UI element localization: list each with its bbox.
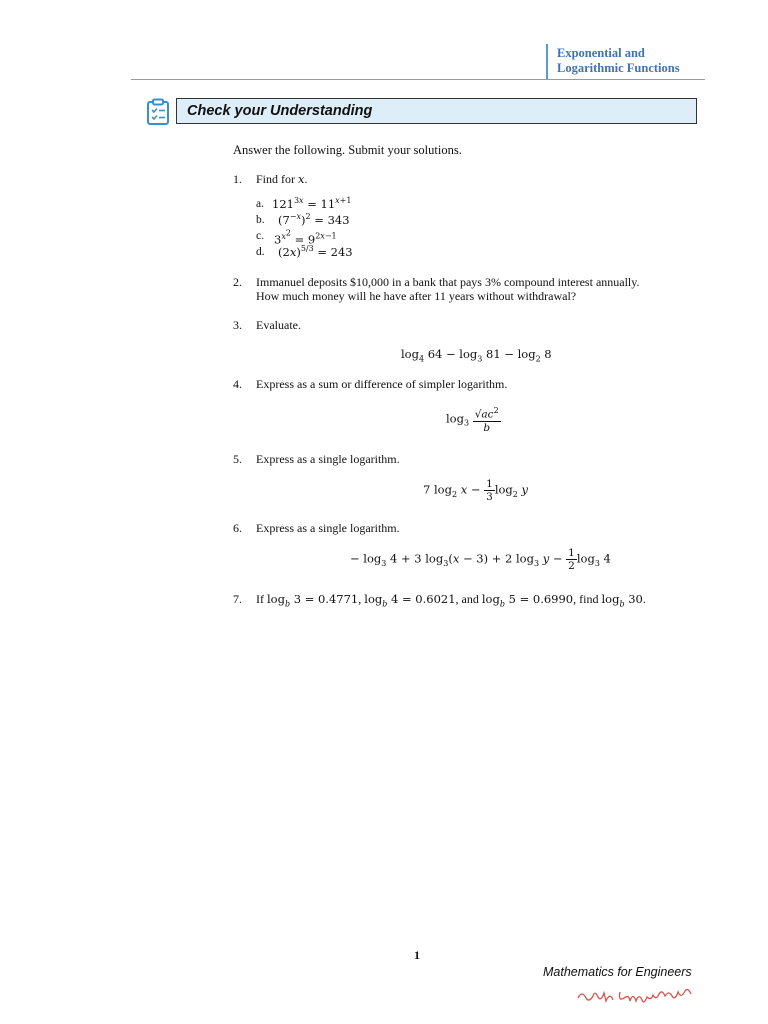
q1c-equation: $3^{x^2} = 9^{2x-1}$ bbox=[274, 228, 337, 247]
header-title bbox=[557, 46, 680, 76]
q5-text: Express as a single logarithm. bbox=[256, 452, 400, 466]
q4-text: Express as a sum or difference of simpler logarithm. bbox=[256, 377, 508, 391]
q1d-label: d. bbox=[256, 246, 265, 258]
footer-course-title: Mathematics for Engineers bbox=[543, 965, 692, 979]
section-title: Check your Understanding bbox=[187, 103, 373, 119]
q2-line2: How much money will he have after 11 years without withdrawal? bbox=[256, 289, 577, 303]
q1a-equation: $121^{3x} = 11^{x+1}$ bbox=[272, 196, 352, 211]
q6-expression: − $\log_3 4 + 3$ $\log_3(x - 3) + 2$ $\log_3 y$ − $\frac{1}{2}$ $\log_3 4$ bbox=[350, 547, 611, 572]
q7-number: 7. bbox=[233, 592, 242, 606]
q7-text: If $\log_b 3 = 0.4771$, $\log_b 4 = 0.6021$, and $\log_b 5 = 0.6990$, find $\log_b 30$. bbox=[256, 592, 646, 609]
q6-number: 6. bbox=[233, 521, 242, 535]
handwritten-signature bbox=[576, 986, 706, 1004]
header-divider bbox=[131, 79, 705, 80]
q1b-equation: $(7^{-x})^2 = 343$ bbox=[278, 212, 350, 227]
q3-text: Evaluate. bbox=[256, 318, 301, 332]
header-title-line2: Logarithmic Functions bbox=[557, 61, 680, 75]
q1a-label: a. bbox=[256, 198, 264, 210]
q4-expression: $\log_3$ $\frac{√ac^2}{b}$ bbox=[446, 406, 499, 434]
q5-number: 5. bbox=[233, 452, 242, 466]
header-accent-rule bbox=[546, 44, 548, 80]
header-title-line1: Exponential and bbox=[557, 46, 645, 60]
q1b-label: b. bbox=[256, 214, 265, 226]
q2-line1: Immanuel deposits $10,000 in a bank that pays 3% compound interest annually. bbox=[256, 275, 640, 289]
q3-number: 3. bbox=[233, 318, 242, 332]
q5-expression: 7 $\log_2 x$ − $\frac{1}{3}$ $\log_2 y$ bbox=[423, 478, 529, 503]
q1c-label: c. bbox=[256, 230, 264, 242]
q6-text: Express as a single logarithm. bbox=[256, 521, 400, 535]
q1-number: 1. bbox=[233, 172, 242, 186]
section-heading-box bbox=[176, 98, 697, 124]
q4-number: 4. bbox=[233, 377, 242, 391]
page-number: 1 bbox=[414, 948, 420, 962]
q1-text: Find for x. bbox=[256, 172, 308, 186]
q1d-equation: $(2x)^{5/3} = 243$ bbox=[278, 244, 353, 259]
q3-expression: $\log_4 64 - \log_3 81 - \log_2 8$ bbox=[401, 347, 552, 364]
instructions: Answer the following. Submit your solutions. bbox=[233, 143, 462, 157]
clipboard-checklist-icon bbox=[146, 98, 170, 126]
q2-number: 2. bbox=[233, 275, 242, 289]
